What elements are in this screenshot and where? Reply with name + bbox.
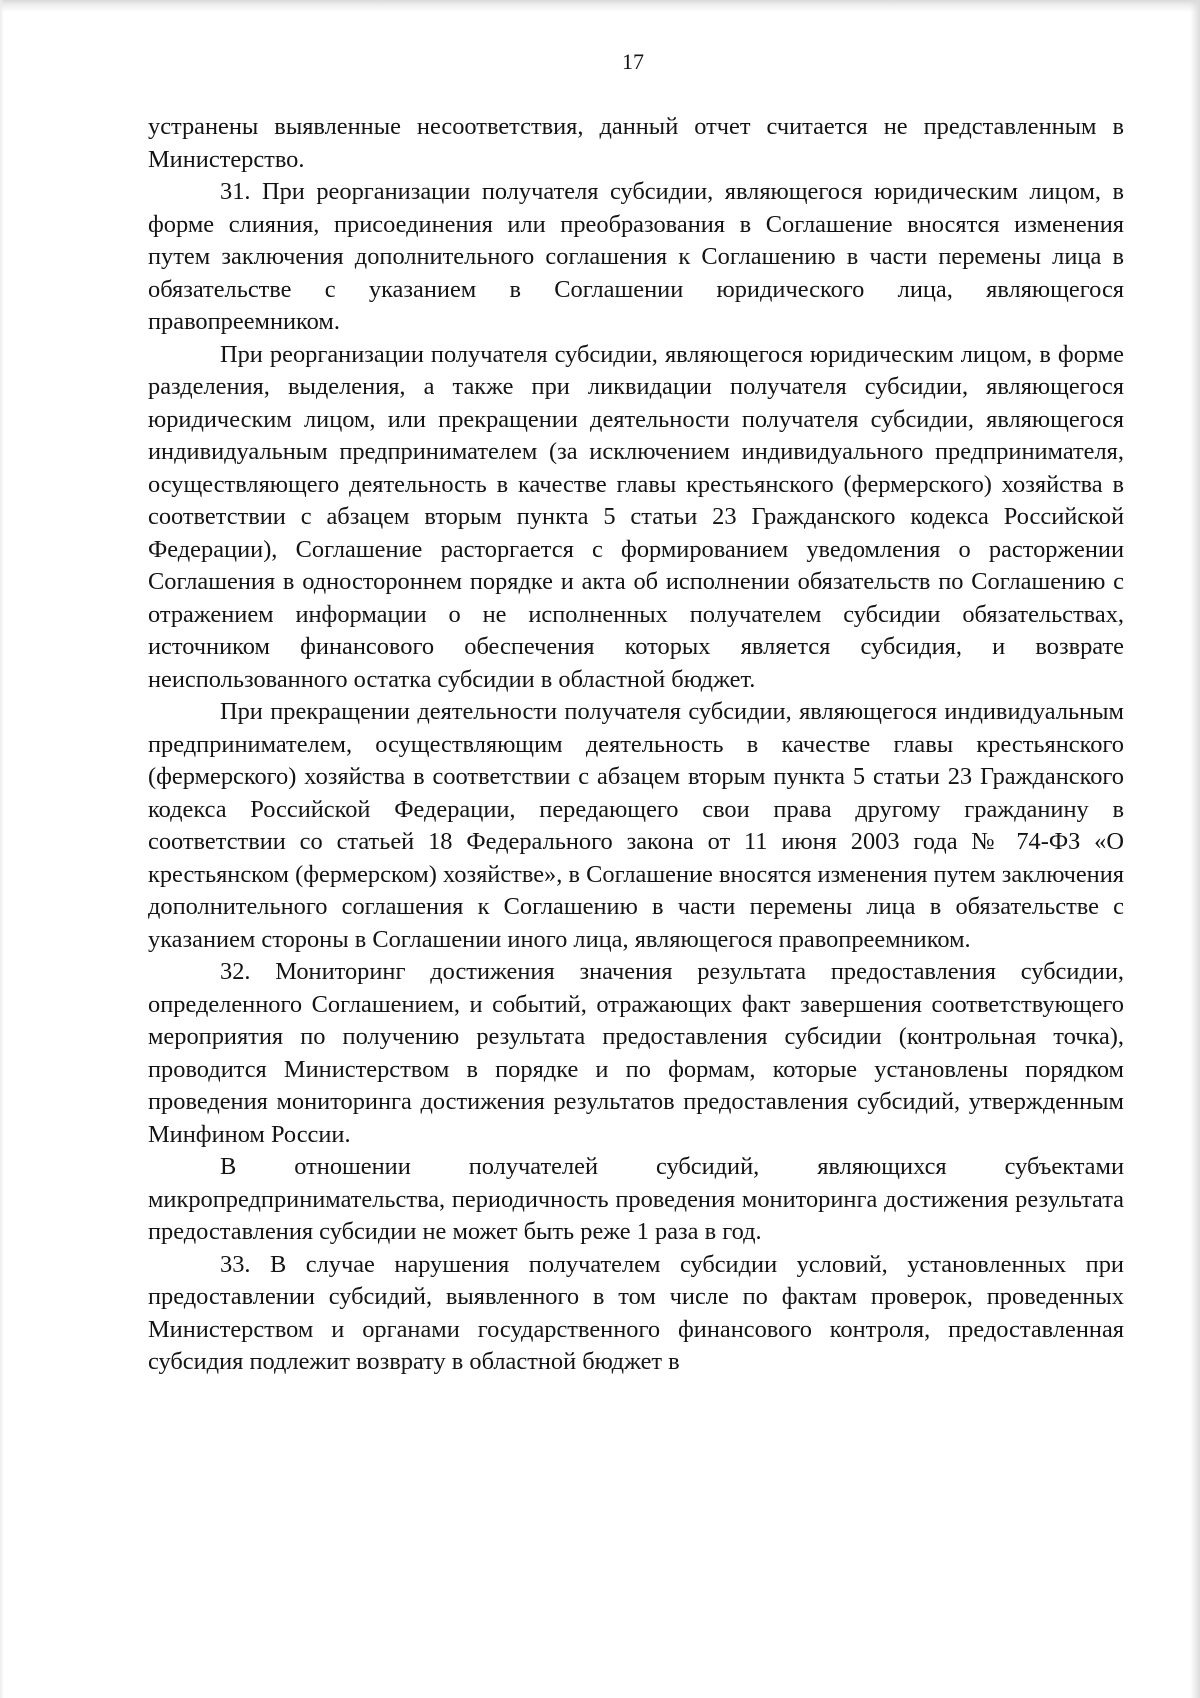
document-body <box>148 111 1124 1379</box>
paragraph-32-micro-entrepreneurs: В отношении получателей субсидий, являющихся субъектами микропредпринимательства, периодичность проведения мониторинга достижения результата предоставления субсидии не может быть реже 1 раза в год. <box>148 1153 1124 1245</box>
scan-edge-left <box>0 0 4 1698</box>
paragraph-31-reorganization-division: При реорганизации получателя субсидии, являющегося юридическим лицом, в форме разделения, выделения, а также при ликвидации получателя субсидии, являющегося юридическим лицом, или прекращении деятельности получателя субсидии, являющегося индивидуальным предпринимателем (за исключением индивидуального предпринимателя, осуществляющего деятельность в качестве главы крестьянского (фермерского) хозяйства в соответствии с абзацем вторым пункта 5 статьи 23 Гражданского кодекса Российской Федерации), Соглашение расторгается с формированием уведомления о расторжении Соглашения в одностороннем порядке и акта об исполнении обязательств по Соглашению с отражением информации о не исполненных получателем субсидии обязательствах, источником финансового обеспечения которых является субсидия, и возврате неиспользованного остатка субсидии в областной бюджет. <box>148 340 1124 693</box>
scan-edge-top <box>0 0 1200 12</box>
paragraph-continuation: устранены выявленные несоответствия, данный отчет считается не представленным в Министерство. <box>148 113 1124 173</box>
paragraph-31-farm-head-termination: При прекращении деятельности получателя субсидии, являющегося индивидуальным предпринимателем, осуществляющим деятельность в качестве главы крестьянского (фермерского) хозяйства в соответствии с абзацем вторым пункта 5 статьи 23 Гражданского кодекса Российской Федерации, передающего свои права другому гражданину в соответствии со статьей 18 Федерального закона от 11 июня 2003 года № 74-ФЗ «О крестьянском (фермерском) хозяйстве», в Соглашение вносятся изменения путем заключения дополнительного соглашения к Соглашению в части перемены лица в обязательстве с указанием стороны в Соглашении иного лица, являющегося правопреемником. <box>148 698 1124 953</box>
paragraph-31-reorganization-merger: 31. При реорганизации получателя субсидии, являющегося юридическим лицом, в форме слияния, присоединения или преобразования в Соглашение вносятся изменения путем заключения дополнительного соглашения к Соглашению в части перемены лица в обязательстве с указанием в Соглашении юридического лица, являющегося правопреемником. <box>148 178 1124 335</box>
paragraph-32-monitoring: 32. Мониторинг достижения значения результата предоставления субсидии, определенного Соглашением, и событий, отражающих факт завершения соответствующего мероприятия по получению результата предоставления субсидии (контрольная точка), проводится Министерством в порядке и по формам, которые установлены порядком проведения мониторинга достижения результатов предоставления субсидий, утвержденным Минфином России. <box>148 958 1124 1148</box>
paragraph-33-violation-refund: 33. В случае нарушения получателем субсидии условий, установленных при предоставлении субсидий, выявленного в том числе по фактам проверок, проведенных Министерством и органами государственного финансового контроля, предоставленная субсидия подлежит возврату в областной бюджет в <box>148 1250 1124 1375</box>
scan-edge-right <box>1190 0 1200 1698</box>
page-number: 17 <box>622 49 644 74</box>
